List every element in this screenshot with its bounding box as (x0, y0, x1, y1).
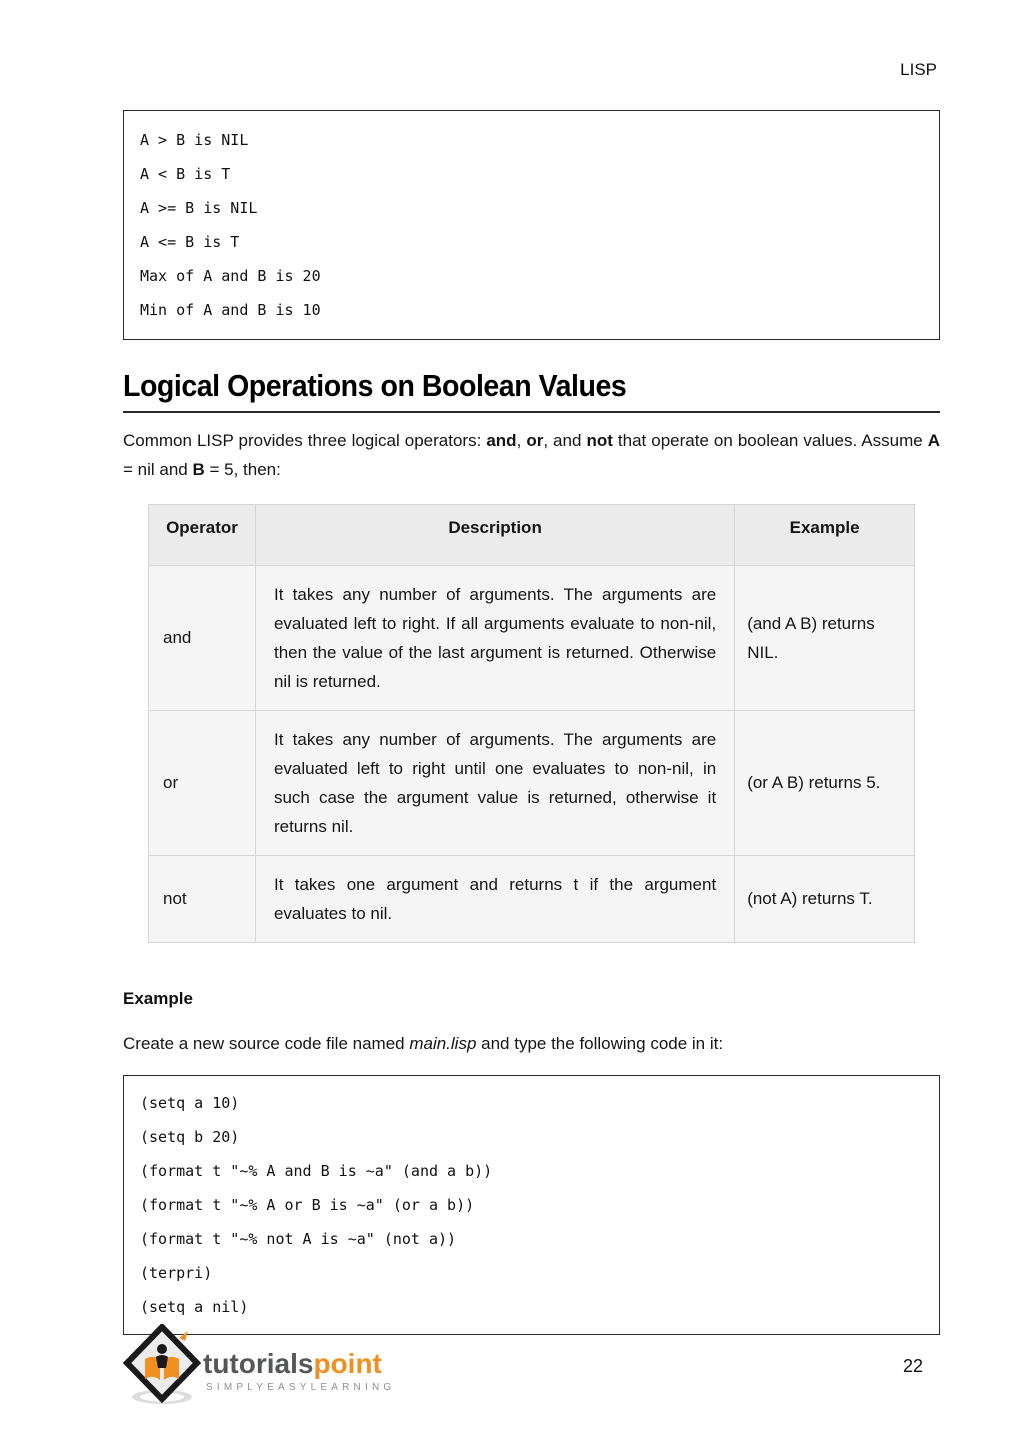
code-line: (format t "~% A and B is ~a" (and a b)) (140, 1161, 493, 1180)
title-underline (123, 411, 940, 413)
brand-wordmark (203, 1348, 382, 1379)
example-cell: (and A B) returns NIL. (735, 565, 915, 710)
logo-body-icon (156, 1355, 168, 1368)
example-heading: Example (123, 988, 193, 1008)
instruction-paragraph (123, 1034, 940, 1054)
page-footer (123, 1324, 923, 1408)
var-a: A (927, 430, 941, 450)
brand-accent-text: point (313, 1348, 382, 1379)
var-b: B (192, 459, 205, 479)
description-cell: It takes one argument and returns t if the argument evaluates to nil. (255, 855, 734, 942)
code-line: (terpri) (140, 1263, 213, 1282)
brand-primary-text: tutorials (203, 1348, 314, 1379)
code-line: (format t "~% A or B is ~a" (or a b)) (140, 1195, 475, 1214)
example-cell: (or A B) returns 5. (735, 710, 915, 855)
description-cell: It takes any number of arguments. The arguments are evaluated left to right. If all arguments evaluate to non-nil, then the value of the last argument is returned. Otherwise nil is returned. (255, 565, 734, 710)
filename-italic: main.lisp (409, 1033, 477, 1053)
code-line: Max of A and B is 20 (140, 267, 321, 285)
col-header-example: Example (735, 504, 915, 565)
col-header-operator: Operator (149, 504, 256, 565)
page-number: 22 (902, 1355, 923, 1376)
code-line: (setq a nil) (140, 1297, 249, 1316)
code-line: (setq a 10) (140, 1093, 240, 1112)
keyword-not: not (586, 430, 613, 450)
table-row (149, 855, 915, 942)
instruction-text: Create a new source code file named (123, 1033, 410, 1053)
code-line: A < B is T (140, 165, 231, 183)
intro-text: Common LISP provides three logical operators: (123, 430, 487, 450)
tutorialspoint-logo (123, 1324, 413, 1408)
section-title: Logical Operations on Boolean Values (123, 368, 627, 403)
source-code-block (123, 1075, 940, 1335)
table-header (149, 504, 915, 565)
intro-text: , (516, 430, 527, 450)
code-line: A > B is NIL (140, 131, 249, 149)
running-header-label: LISP (900, 60, 937, 79)
code-line: A <= B is T (140, 233, 240, 251)
operator-cell: and (149, 565, 256, 710)
intro-text: = 5, then: (204, 459, 281, 479)
logo-pencil-icon (179, 1331, 188, 1341)
table-row (149, 565, 915, 710)
operator-cell: or (149, 710, 256, 855)
tutorialspoint-logo-graphic (123, 1324, 413, 1408)
intro-paragraph (123, 426, 940, 484)
code-line: (setq b 20) (140, 1127, 240, 1146)
intro-text: , and (543, 430, 587, 450)
example-cell: (not A) returns T. (735, 855, 915, 942)
intro-text: that operate on boolean values. Assume (612, 430, 928, 450)
description-cell: It takes any number of arguments. The arguments are evaluated left to right until one evaluates to non-nil, in such case the argument value is returned, otherwise it returns nil. (255, 710, 734, 855)
code-line: Min of A and B is 10 (140, 301, 321, 319)
code-line: (format t "~% not A is ~a" (not a)) (140, 1229, 457, 1248)
keyword-and: and (486, 430, 517, 450)
intro-text: = nil and (123, 459, 193, 479)
instruction-text: and type the following code in it: (476, 1033, 724, 1053)
operators-table (148, 504, 915, 943)
table-row (149, 710, 915, 855)
logo-head-icon (157, 1344, 167, 1354)
brand-tagline: SIMPLYEASYLEARNING (206, 1382, 396, 1393)
code-line: A >= B is NIL (140, 199, 258, 217)
table-body (149, 565, 915, 942)
output-code-block (123, 110, 940, 340)
operator-cell: not (149, 855, 256, 942)
table-header-row (149, 504, 915, 565)
keyword-or: or (526, 430, 544, 450)
col-header-description: Description (255, 504, 734, 565)
